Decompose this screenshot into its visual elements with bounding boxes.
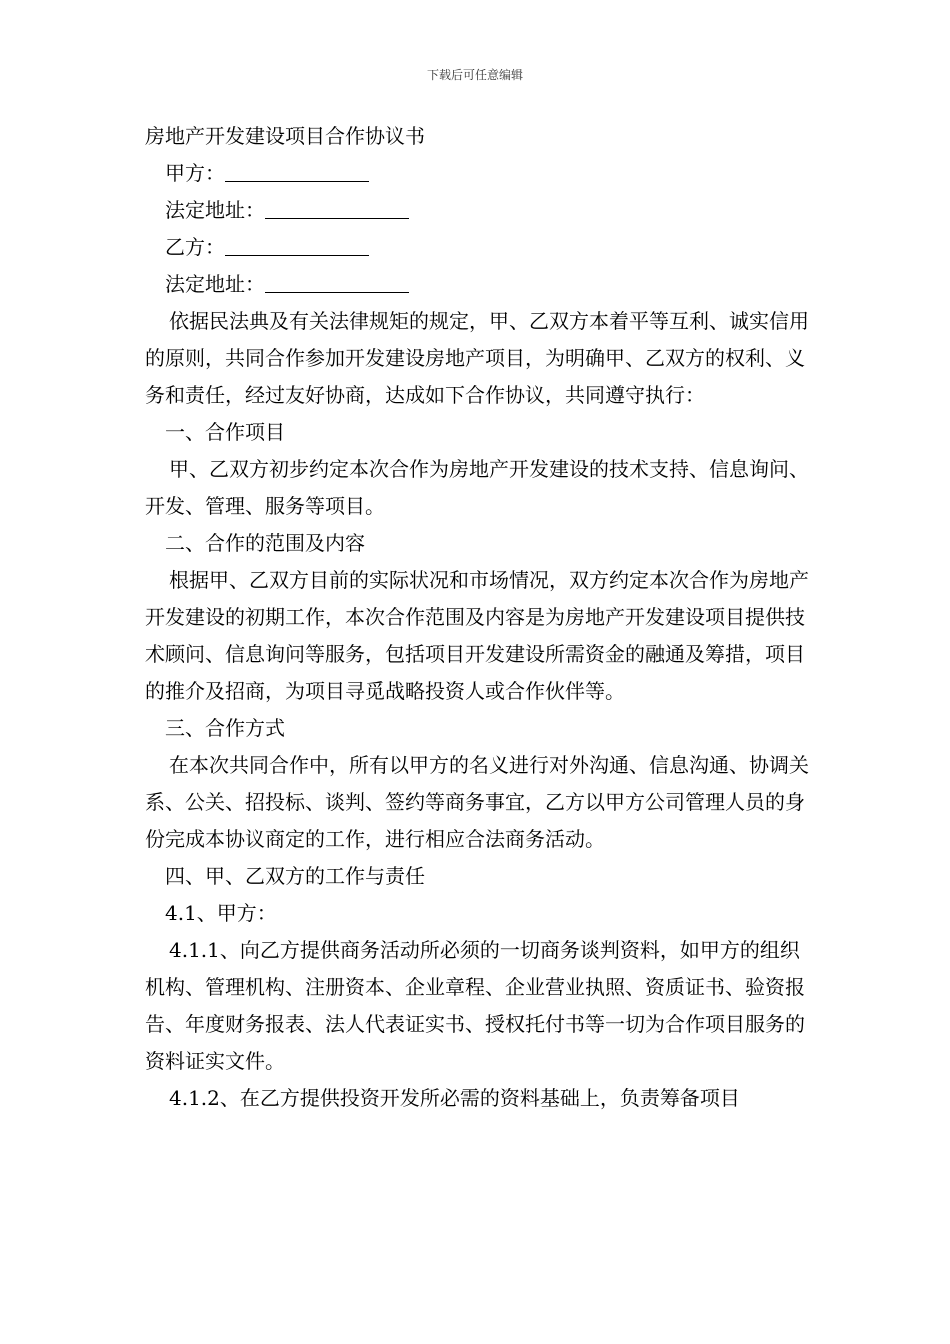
party-a-blank [225,161,369,182]
party-b-address-blank [265,272,409,293]
section-3-body: 在本次共同合作中，所有以甲方的名义进行对外沟通、信息沟通、协调关系、公关、招投标、谈判、签约等商务事宜，乙方以甲方公司管理人员的身份完成本协议商定的工作，进行相应合法商务活动。 [145,753,809,851]
document-title: 房地产开发建设项目合作协议书 [145,124,425,148]
document-body [145,118,815,1117]
party-b-label: 乙方： [165,235,225,259]
party-b-blank [225,235,369,256]
party-b-address-label: 法定地址： [165,272,265,296]
section-1-body: 甲、乙双方初步约定本次合作为房地产开发建设的技术支持、信息询问、开发、管理、服务等项目。 [145,457,809,518]
clause-4-1-2: 4.1.2、在乙方提供投资开发所必需的资料基础上，负责筹备项目 [169,1086,740,1110]
section-2-body: 根据甲、乙双方目前的实际状况和市场情况，双方约定本次合作为房地产开发建设的初期工作，本次合作范围及内容是为房地产开发建设项目提供技术顾问、信息询问等服务，包括项目开发建设所需资金的融通及筹措，项目的推介及招商，为项目寻觅战略投资人或合作伙伴等。 [145,568,809,703]
section-3-heading: 三、合作方式 [165,716,285,740]
party-a-address-line [145,192,815,229]
party-b-line [145,229,815,266]
party-a-label: 甲方： [165,161,225,185]
section-4-heading: 四、甲、乙双方的工作与责任 [165,864,425,888]
header-note: 下载后可任意编辑 [426,68,523,82]
section-1-heading: 一、合作项目 [165,420,285,444]
party-b-address-line [145,266,815,303]
section-2-heading: 二、合作的范围及内容 [165,531,365,555]
clause-4-1-1: 4.1.1、向乙方提供商务活动所必须的一切商务谈判资料，如甲方的组织机构、管理机构、注册资本、企业章程、企业营业执照、资质证书、验资报告、年度财务报表、法人代表证实书、授权托付书等一切为合作项目服务的资料证实文件。 [145,938,805,1073]
party-a-line [145,155,815,192]
party-a-address-label: 法定地址： [165,198,265,222]
subsection-4-1-heading: 4.1、甲方： [165,901,277,925]
party-a-address-blank [265,198,409,219]
preamble-paragraph: 依据民法典及有关法律规矩的规定，甲、乙双方本着平等互利、诚实信用的原则，共同合作参加开发建设房地产项目，为明确甲、乙双方的权利、义务和责任，经过友好协商，达成如下合作协议，共同遵守执行： [145,309,809,407]
